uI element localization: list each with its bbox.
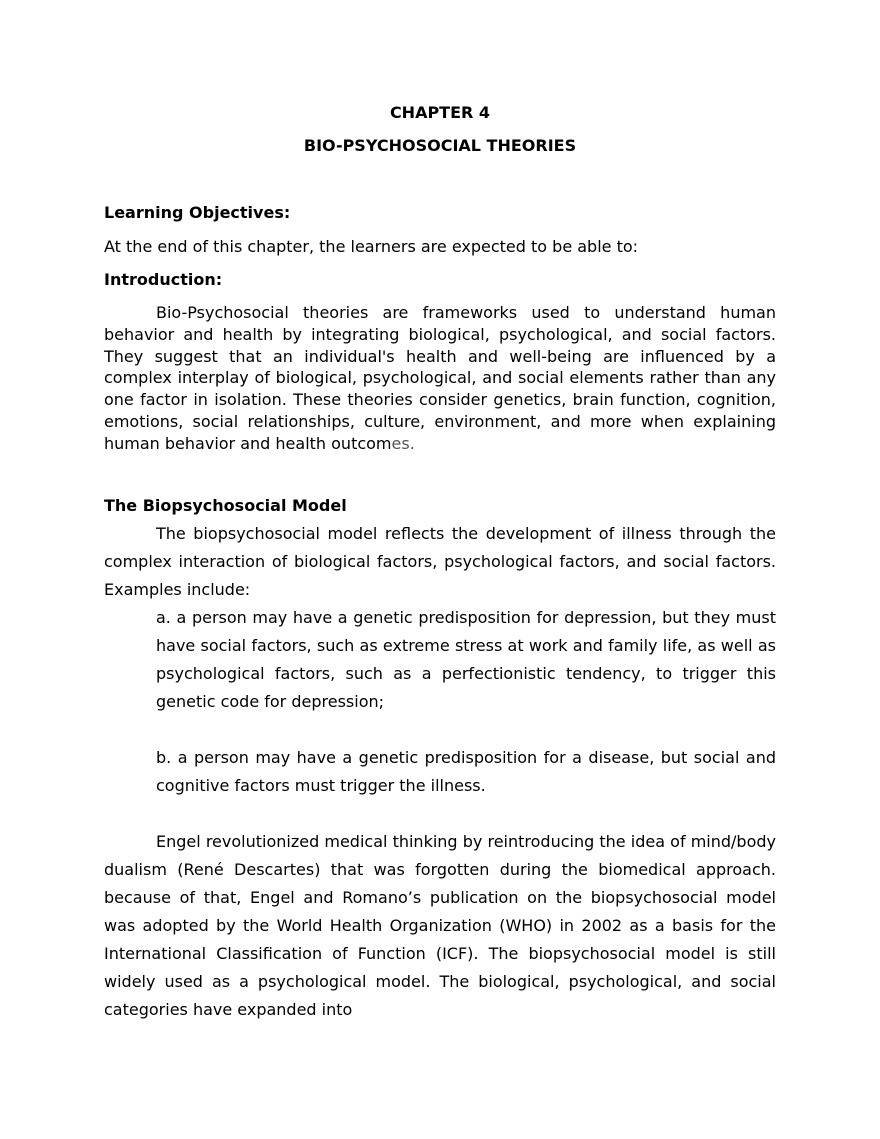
example-item-a: a. a person may have a genetic predisposition for depression, but they must have social factors, such as extreme stress at work and family life, as well as psychological factors, such as a perfectionistic tendency, to trigger this genetic code for depression;	[156, 608, 776, 711]
chapter-title: BIO-PSYCHOSOCIAL THEORIES	[303, 136, 577, 155]
example-item-b: b. a person may have a genetic predisposition for a disease, but social and cognitive factors must trigger the illness.	[156, 748, 776, 795]
chapter-number: CHAPTER 4	[389, 103, 491, 122]
learning-objectives-text: At the end of this chapter, the learners are expected to be able to:	[104, 237, 639, 256]
learning-objectives-heading: Learning Objectives:	[104, 203, 291, 222]
introduction-paragraph-main: Bio-Psychosocial theories are frameworks used to understand human behavior and health by integrating biological, psychological, and social factors. They suggest that an individual's health and well-being are influenced by a complex interplay of biological, psychological, and social elements rather than any one factor in isolation. These theories consider genetics, brain function, cognition, emotions, social relationships, culture, environment, and more when explaining human behavior and health outcom	[104, 303, 776, 453]
biopsychosocial-model-heading: The Biopsychosocial Model	[104, 496, 347, 515]
introduction-paragraph-tail: es.	[391, 433, 415, 453]
introduction-heading: Introduction:	[104, 270, 223, 289]
introduction-paragraph	[104, 302, 776, 455]
model-intro-paragraph: The biopsychosocial model reflects the development of illness through the complex interaction of biological factors, psychological factors, and social factors. Examples include:	[104, 524, 776, 599]
engel-paragraph: Engel revolutionized medical thinking by reintroducing the idea of mind/body dualism (René Descartes) that was forgotten during the biomedical approach. because of that, Engel and Romano’s publication on the biopsychosocial model was adopted by the World Health Organization (WHO) in 2002 as a basis for the International Classification of Function (ICF). The biopsychosocial model is still widely used as a psychological model. The biological, psychological, and social categories have expanded into	[104, 832, 776, 1019]
